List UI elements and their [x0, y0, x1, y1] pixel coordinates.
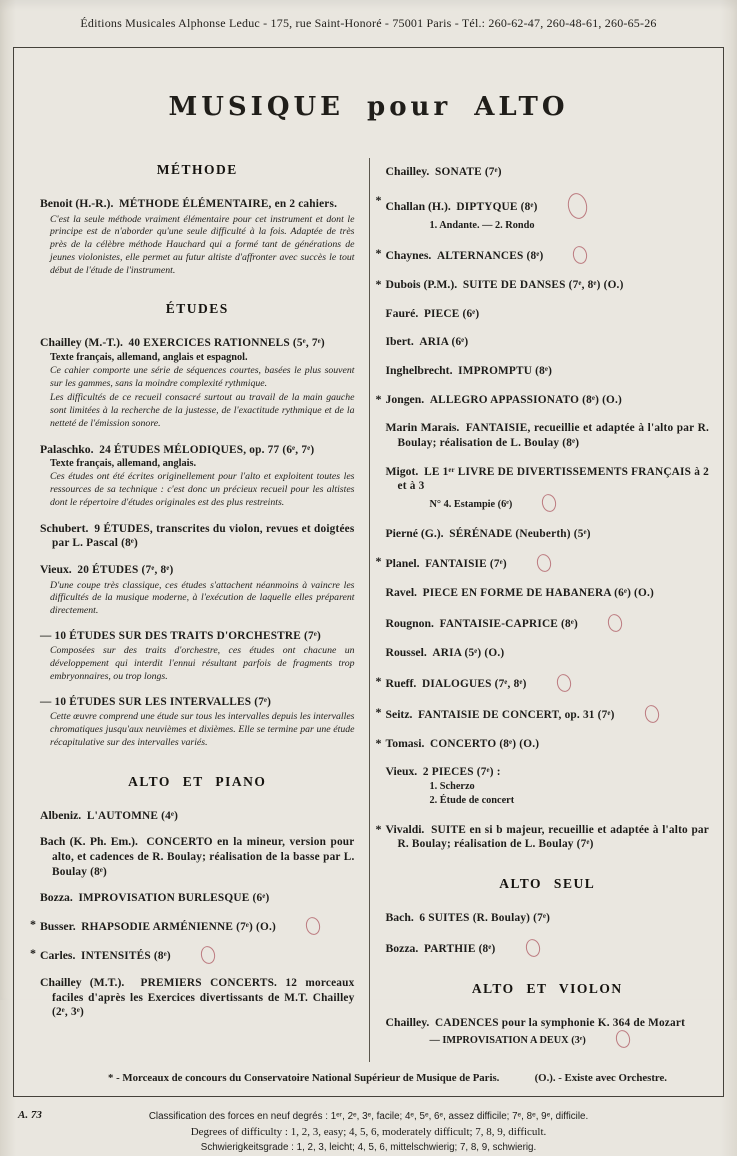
work-title: L'AUTOMNE (4ᵉ): [86, 809, 179, 822]
section-heading--tudes: ÉTUDES: [165, 301, 229, 317]
classification-line-german: Schwierigkeitsgrade : 1, 2, 3, leicht; 4, 5, 6, mittelschwierig; 7, 8, 9, schwierig.: [200, 1141, 537, 1153]
competition-star-marker: *: [375, 277, 382, 292]
catalog-entry: [386, 645, 710, 661]
footnote-row: [14, 1062, 723, 1096]
work-title: RHAPSODIE ARMÉNIENNE (7ᵉ) (O.): [81, 920, 276, 933]
catalog-entry: [386, 464, 710, 513]
catalog-entry: [30, 945, 355, 964]
catalog-entry: [386, 334, 710, 350]
main-frame: [13, 47, 724, 1097]
catalog-entry: [386, 614, 710, 632]
work-title: — 10 ÉTUDES SUR LES INTERVALLES (7ᵉ): [40, 695, 272, 708]
work-title: IMPROVISATION BURLESQUE (6ᵉ): [78, 892, 270, 905]
composer-name: Planel.: [385, 557, 420, 571]
entry-headline: [386, 674, 710, 692]
composer-name: Marin Marais.: [385, 421, 460, 435]
work-title: 24 ÉTUDES MÉLODIQUES, op. 77 (6ᵉ, 7ᵉ): [99, 443, 315, 456]
catalog-entry: [375, 735, 710, 752]
work-title: ARIA (6ᵉ): [419, 336, 469, 349]
catalog-entry: [30, 916, 355, 935]
description-paragraph: Composées sur des traits d'orchestre, ces études ont chacune un développement qui interdit l'ennui résultant parfois de fragments trop embryonnaires, ou trop longs.: [50, 645, 355, 682]
competition-star-marker: *: [375, 673, 382, 688]
work-title: MÉTHODE ÉLÉMENTAIRE, en 2 cahiers.: [119, 198, 338, 210]
work-title: PIECE EN FORME DE HABANERA (6ᵉ) (O.): [422, 587, 654, 600]
entry-headline: [386, 736, 710, 752]
catalog-entry: [40, 335, 355, 430]
entry-headline: [386, 939, 710, 957]
description-paragraph: Les difficultés de ce recueil consacré surtout au travail de la main gauche sont limitées à la recherche de la justesse, de l'exactitude rythmique et de la netteté de l'émission sonore.: [50, 392, 355, 429]
pen-circle-mark: [304, 916, 321, 937]
work-title: CONCERTO (8ᵉ) (O.): [430, 737, 540, 750]
work-title: PARTHIE (8ᵉ): [423, 942, 496, 955]
entry-headline: [386, 306, 710, 322]
composer-name: Palaschko.: [40, 442, 94, 456]
competition-star-marker: *: [30, 916, 36, 931]
catalog-entry: [375, 673, 710, 692]
entry-headline: [40, 808, 355, 824]
two-column-layout: [14, 158, 723, 1062]
catalog-entry: [40, 196, 355, 277]
publisher-header: Éditions Musicales Alphonse Leduc - 175, rue Saint-Honoré - 75001 Paris - Tél.: 260-62-47, 260-48-61, 260-65-26: [80, 16, 657, 30]
entry-headline: [40, 521, 355, 551]
work-title: 2 PIECES (7ᵉ) :: [422, 766, 501, 779]
competition-star-marker: *: [375, 554, 382, 569]
catalog-entry: [40, 890, 355, 906]
work-title: CADENCES pour la symphonie K. 364 de Mozart: [435, 1016, 686, 1029]
entry-headline: [386, 764, 710, 780]
classification-line-french: Classification des forces en neuf degrés : 1ᵉʳ, 2ᵉ, 3ᵉ, facile; 4ᵉ, 5ᵉ, 6ᵉ, assez difficile; 7ᵉ, 8ᵉ, 9ᵉ, difficile.: [148, 1110, 589, 1122]
competition-star-marker: *: [375, 735, 382, 750]
composer-name: Schubert.: [40, 521, 89, 535]
entry-headline: [40, 629, 355, 644]
entry-headline: [386, 822, 710, 852]
entry-headline: [40, 890, 355, 906]
composer-name: Chailley (M.T.).: [40, 975, 125, 989]
work-title: DIALOGUES (7ᵉ, 8ᵉ): [422, 677, 527, 690]
catalog-entry: [386, 764, 710, 808]
work-title: 6 SUITES (R. Boulay) (7ᵉ): [419, 912, 551, 925]
work-subline-text: 2. Étude de concert: [429, 795, 515, 807]
work-title: FANTAISIE (7ᵉ): [425, 558, 507, 571]
catalog-entry: [386, 363, 710, 379]
composer-name: Chailley.: [385, 1015, 430, 1029]
footnote-asterisk-legend: * - Morceaux de concours du Conservatoire National Supérieur de Musique de Paris.: [108, 1071, 500, 1084]
catalog-entry: [386, 910, 710, 926]
entry-headline: [386, 910, 710, 926]
composer-name: Busser.: [40, 919, 76, 933]
competition-star-marker: *: [375, 821, 382, 836]
entry-headline: [386, 193, 710, 219]
composer-name: Bozza.: [385, 941, 419, 955]
composer-name: Tomasi.: [385, 736, 425, 750]
work-title: IMPROMPTU (8ᵉ): [458, 365, 553, 378]
section-heading-alto-seul: ALTO SEUL: [499, 876, 596, 892]
competition-star-marker: *: [375, 246, 382, 261]
composer-name: Roussel.: [385, 645, 427, 659]
pen-circle-mark: [606, 613, 623, 634]
work-title: ALTERNANCES (8ᵉ): [436, 250, 544, 263]
pen-circle-mark: [199, 945, 216, 966]
work-title: SUITE en si b majeur, recueillie et adaptée à l'alto par R. Boulay; réalisation de L. Boulay (7ᵉ): [397, 823, 709, 851]
description-paragraph: C'est la seule méthode vraiment élémentaire pour cet instrument et dont le principe est de n'aborder qu'une seule difficulté à la fois. Adaptée de très près de la célèbre méthode Hauchard qui a formé tant de générations de jeunes violonistes, elle permet au futur altiste d'affronter avec succès le tout début de l'étude de l'instrument.: [50, 213, 355, 276]
description-paragraph: D'une coupe très classique, ces études s'attachent néanmoins à vaincre les difficultés de la musique moderne, à l'exécution de laquelle elles préparent directement.: [50, 579, 355, 617]
composer-name: Vivaldi.: [385, 822, 425, 836]
composer-name: Chailley (M.-T.).: [40, 336, 123, 350]
work-title: LE 1ᵉʳ LIVRE DE DIVERTISSEMENTS FRANÇAIS à 2 et à 3: [397, 465, 709, 493]
entry-headline: [386, 420, 710, 450]
entry-headline: [386, 554, 710, 572]
catalog-entry: [375, 277, 710, 293]
composer-name: Dubois (P.M.).: [385, 278, 458, 292]
entry-headline: [386, 614, 710, 632]
pen-circle-mark: [614, 1029, 631, 1050]
work-subline-text: 1. Scherzo: [429, 780, 475, 792]
pen-circle-mark: [555, 672, 572, 693]
composer-name: Chailley.: [385, 165, 430, 178]
catalog-entry: [40, 521, 355, 551]
pen-circle-mark: [535, 553, 552, 574]
catalog-entry: [386, 164, 710, 180]
pen-circle-mark: [524, 937, 541, 958]
pen-circle-mark: [565, 191, 589, 220]
language-note: Texte français, allemand, anglais et espagnol.: [50, 352, 248, 364]
entry-headline: [40, 562, 355, 578]
work-subline-text: 1. Andante. — 2. Rondo: [429, 219, 535, 231]
right-column: [369, 158, 724, 1062]
work-title: FANTAISIE-CAPRICE (8ᵉ): [439, 617, 578, 630]
composer-name: Albeniz.: [40, 808, 82, 822]
composer-name: Bach.: [385, 911, 414, 925]
work-subline: [386, 494, 710, 512]
catalog-entry: [386, 1015, 710, 1049]
work-title: 40 EXERCICES RATIONNELS (5ᵉ, 7ᵉ): [128, 337, 325, 350]
section-heading-alto-et-violon: ALTO ET VIOLON: [471, 980, 623, 996]
catalog-entry: [386, 585, 710, 601]
catalog-entry: [40, 629, 355, 684]
catalog-entry: [40, 975, 355, 1020]
entry-headline: [386, 464, 710, 494]
catalog-entry: [386, 939, 710, 957]
catalog-entry: [375, 554, 710, 572]
work-title: INTENSITÉS (8ᵉ): [81, 949, 171, 962]
catalog-entry: [375, 704, 710, 723]
entry-headline: [386, 526, 710, 542]
entry-headline: [40, 834, 355, 879]
catalog-entry: [386, 526, 710, 542]
classification-lines: [0, 1110, 737, 1156]
entry-headline: [386, 392, 710, 408]
entry-headline: [386, 164, 710, 180]
work-subline-text: — IMPROVISATION A DEUX (3ᵉ): [429, 1035, 586, 1047]
description-paragraph: Cette œuvre comprend une étude sur tous les intervalles depuis les intervalles chromatiques jusqu'aux neuvièmes et dixièmes. Elle se termine par une étude récapitulative sur des intervalles variés.: [50, 711, 355, 748]
catalog-entry: [375, 246, 710, 264]
work-subline-text: N° 4. Estampie (6ᵉ): [429, 499, 513, 511]
composer-name: Jongen.: [385, 392, 425, 406]
entry-headline: [386, 705, 710, 723]
work-title: — 10 ÉTUDES SUR DES TRAITS D'ORCHESTRE (7ᵉ): [40, 629, 321, 642]
competition-star-marker: *: [375, 391, 382, 406]
work-title: 20 ÉTUDES (7ᵉ, 8ᵉ): [77, 563, 174, 576]
composer-name: Bach (K. Ph. Em.).: [40, 835, 138, 849]
work-title: PREMIERS CONCERTS. 12 morceaux faciles d'après les Exercices divertissants de M.T. Chailley (2ᵉ, 3ᵉ): [52, 976, 355, 1019]
entry-headline: [386, 645, 710, 661]
composer-name: Chaynes.: [385, 249, 432, 263]
pen-circle-mark: [572, 245, 589, 266]
page-footer: [0, 1097, 737, 1156]
work-title: DIPTYQUE (8ᵉ): [456, 200, 538, 213]
catalog-entry: [375, 821, 710, 852]
entry-headline: [40, 196, 355, 212]
entry-headline: [40, 975, 355, 1020]
catalog-entry: [375, 192, 710, 233]
entry-headline: [40, 695, 355, 710]
left-column: [14, 158, 369, 1062]
entry-headline: [40, 442, 355, 458]
footnote-orchestra-legend: (O.). - Existe avec Orchestre.: [534, 1071, 667, 1084]
work-title: SÉRÉNADE (Neuberth) (5ᵉ): [449, 527, 591, 540]
catalog-entry: [40, 834, 355, 879]
catalog-entry: [386, 420, 710, 450]
entry-headline: [386, 277, 710, 293]
entry-headline: [386, 363, 710, 379]
catalog-entry: [40, 442, 355, 510]
work-title: PIECE (6ᵉ): [423, 307, 480, 320]
entry-headline: [386, 334, 710, 350]
entry-headline: [40, 917, 355, 935]
composer-name: Rougnon.: [385, 616, 434, 630]
work-title: CONCERTO en la mineur, version pour alto, et cadences de R. Boulay; réalisation de la basse par L. Boulay (8ᵉ): [52, 836, 355, 878]
composer-name: Migot.: [385, 464, 419, 478]
work-title: SONATE (7ᵉ): [435, 166, 502, 178]
work-title: FANTAISIE, recueillie et adaptée à l'alto par R. Boulay; réalisation de L. Boulay (8ᵉ): [397, 422, 709, 450]
composer-name: Seitz.: [385, 707, 413, 721]
catalog-entry: [40, 562, 355, 618]
work-subline: [386, 794, 710, 808]
entry-headline: [40, 946, 355, 964]
composer-name: Carles.: [40, 948, 76, 962]
work-subline: [386, 219, 710, 233]
description-paragraph: Ce cahier comporte une série de séquences courtes, basées le plus souvent sur les gammes, sans la moindre complexité rythmique.: [50, 365, 355, 389]
page-title: MUSIQUE pour ALTO: [168, 92, 569, 122]
work-subline: [386, 780, 710, 794]
composer-name: Ravel.: [385, 586, 417, 600]
work-title: SUITE DE DANSES (7ᵉ, 8ᵉ) (O.): [462, 279, 624, 292]
composer-name: Bozza.: [40, 891, 73, 905]
work-title: ALLEGRO APPASSIONATO (8ᵉ) (O.): [429, 393, 623, 406]
plate-number: A. 73: [18, 1108, 42, 1121]
work-title: FANTAISIE DE CONCERT, op. 31 (7ᵉ): [418, 708, 615, 721]
pen-circle-mark: [643, 703, 660, 724]
work-subline: [386, 1030, 710, 1048]
work-title: ARIA (5ᵉ) (O.): [432, 646, 505, 659]
pen-circle-mark: [541, 493, 558, 514]
catalog-entry: [40, 808, 355, 824]
competition-star-marker: *: [375, 704, 382, 719]
section-heading-m-thode: MÉTHODE: [156, 162, 238, 177]
composer-name: Rueff.: [385, 676, 417, 690]
section-heading-alto-et-piano: ALTO ET PIANO: [128, 773, 267, 789]
catalog-entry: [40, 695, 355, 750]
competition-star-marker: *: [30, 945, 36, 960]
entry-headline: [386, 1015, 710, 1031]
catalog-entry: [375, 391, 710, 408]
entry-headline: [386, 246, 710, 264]
entry-headline: [386, 585, 710, 601]
composer-name: Pierné (G.).: [385, 526, 444, 540]
competition-star-marker: *: [375, 192, 382, 207]
description-paragraph: Ces études ont été écrites originellement pour l'alto et exploitent toutes les ressources de sa technique : c'est donc un précieux recueil pour les altistes dont le répertoire d'études originales est des plus restreints.: [50, 471, 355, 508]
composer-name: Benoit (H.-R.).: [40, 197, 114, 210]
composer-name: Inghelbrecht.: [385, 364, 453, 378]
composer-name: Vieux.: [40, 562, 72, 576]
catalog-entry: [386, 306, 710, 322]
composer-name: Ibert.: [385, 335, 414, 349]
composer-name: Fauré.: [385, 306, 419, 320]
work-title: 9 ÉTUDES, transcrites du violon, revues et doigtées par L. Pascal (8ᵉ): [52, 522, 355, 550]
language-note: Texte français, allemand, anglais.: [50, 458, 197, 470]
composer-name: Vieux.: [385, 765, 418, 779]
entry-headline: [40, 335, 355, 351]
classification-line-english: Degrees of difficulty : 1, 2, 3, easy; 4, 5, 6, moderately difficult; 7, 8, 9, difficult.: [190, 1126, 547, 1139]
composer-name: Challan (H.).: [385, 199, 451, 213]
